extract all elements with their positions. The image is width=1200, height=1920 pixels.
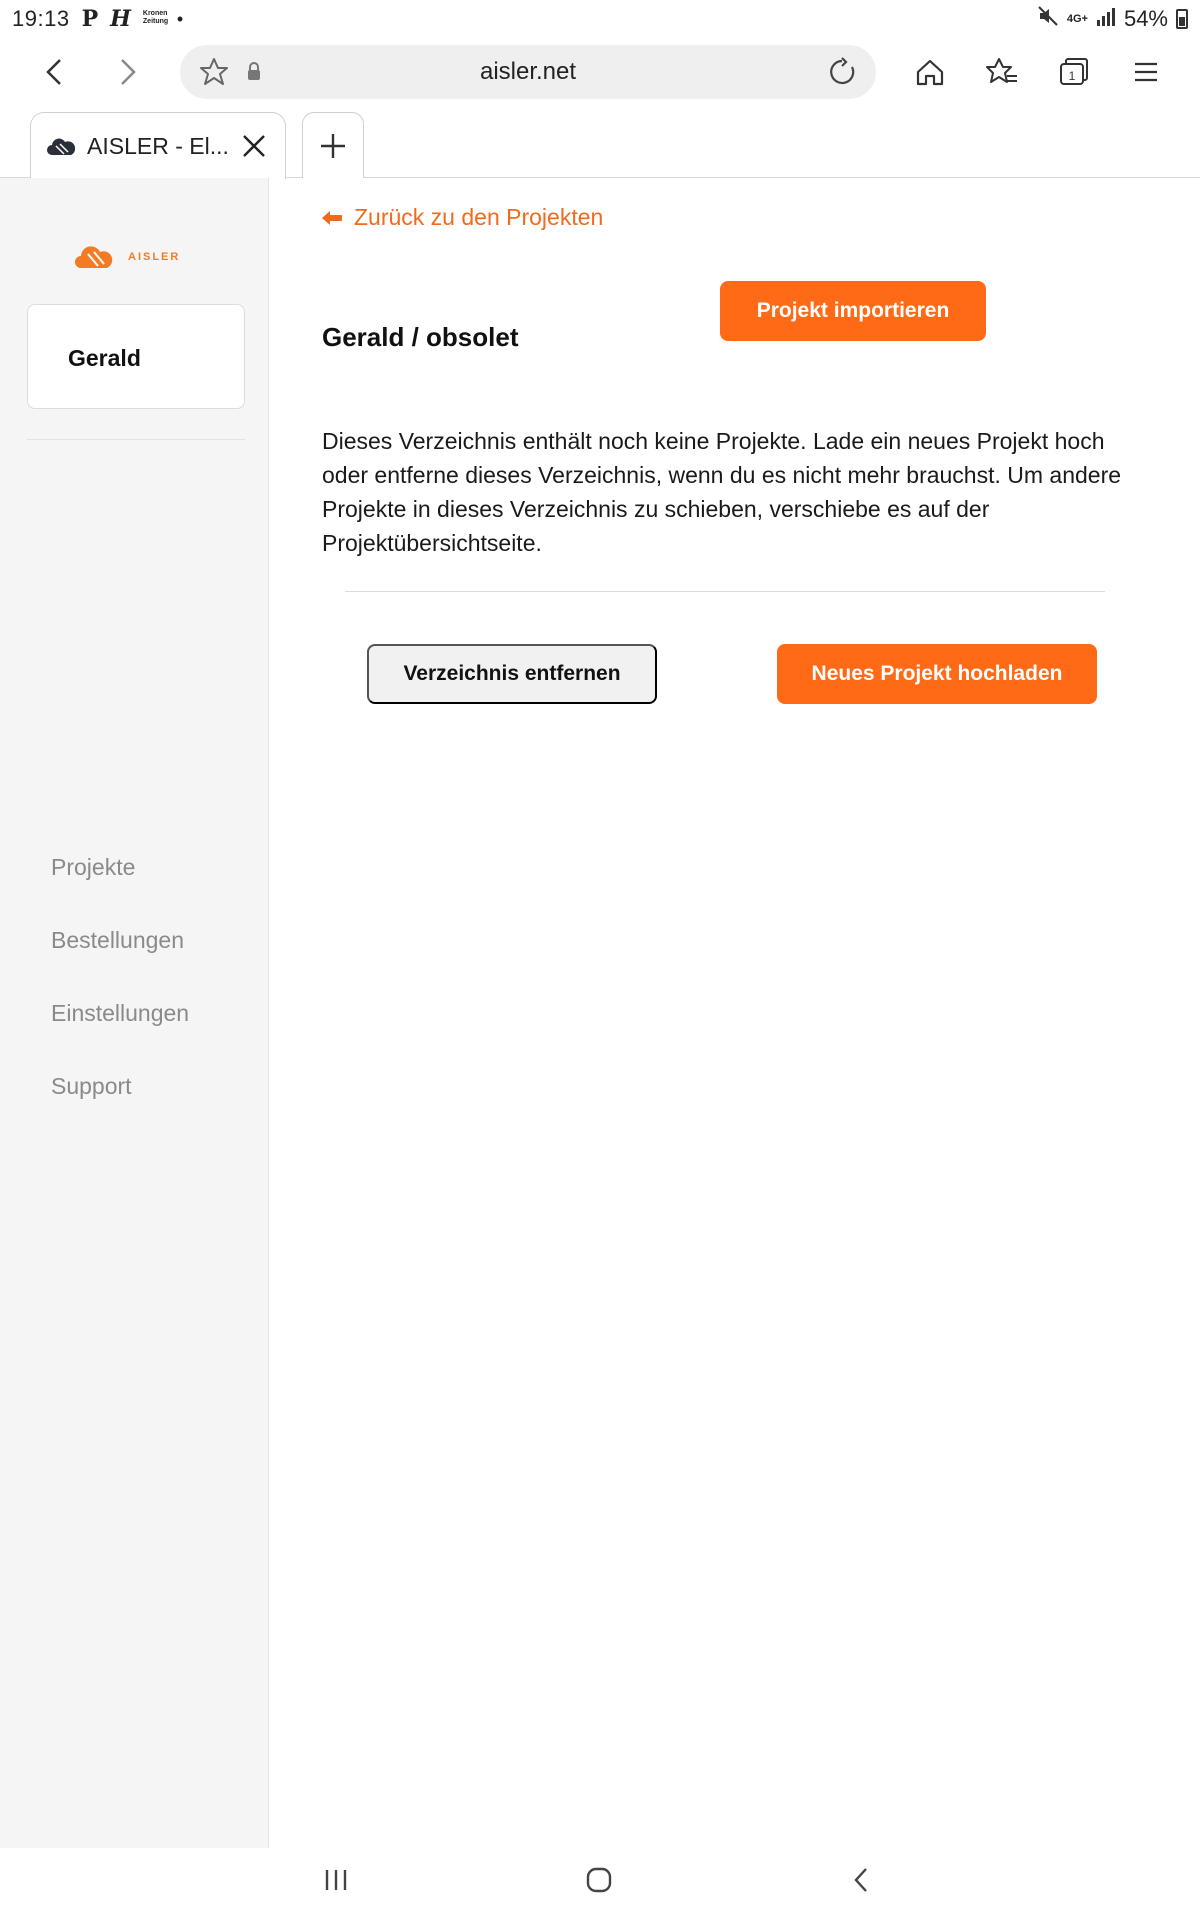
recent-apps-icon[interactable] — [322, 1866, 350, 1899]
tabs-button[interactable] — [1054, 52, 1094, 92]
aisler-cloud-logo-icon — [74, 244, 114, 270]
tab-strip — [0, 108, 1200, 178]
home-button[interactable] — [910, 52, 950, 92]
notification-p-icon: P — [81, 6, 99, 32]
back-nav-icon[interactable] — [850, 1866, 874, 1899]
import-project-button[interactable]: Projekt importieren — [720, 281, 986, 341]
forward-button[interactable] — [108, 52, 148, 92]
home-nav-icon[interactable] — [585, 1866, 613, 1899]
status-bar — [0, 0, 1200, 38]
status-bar-right — [1037, 5, 1188, 33]
lock-icon — [246, 60, 262, 87]
sidebar-nav — [51, 854, 189, 1146]
upload-project-button[interactable]: Neues Projekt hochladen — [777, 644, 1097, 704]
notification-kronen-zeitung-icon: Kronen Zeitung — [142, 10, 169, 25]
notification-dot: • — [176, 8, 184, 29]
menu-button[interactable] — [1126, 52, 1166, 92]
content-divider — [345, 591, 1105, 592]
logo-text: AISLER — [128, 251, 181, 263]
tab-close-icon[interactable] — [239, 131, 269, 166]
empty-folder-message: Dieses Verzeichnis enthält noch keine Projekte. Lade ein neues Projekt hoch oder entferne dieses Verzeichnis, wenn du es nicht mehr brauchst. Um andere Projekte in dieses Verzeichnis zu schieben, verschiebe es auf der Projektübersichtseite. — [322, 428, 1122, 556]
home-icon — [914, 56, 946, 88]
sidebar-divider — [27, 439, 245, 440]
back-to-projects-link[interactable] — [322, 204, 603, 231]
network-type: 4G+ — [1066, 13, 1088, 25]
system-nav-bar — [0, 1848, 1200, 1920]
new-tab-button[interactable] — [302, 112, 364, 178]
chevron-left-icon — [42, 56, 66, 88]
sidebar-item-einstellungen[interactable]: Einstellungen — [51, 1000, 190, 1026]
back-button[interactable] — [34, 52, 74, 92]
sidebar — [0, 178, 269, 1848]
sidebar-item-projekte[interactable]: Projekte — [51, 854, 136, 880]
plus-icon — [318, 131, 348, 161]
battery-icon — [1176, 9, 1188, 29]
status-bar-left — [12, 6, 183, 32]
bookmark-star-icon[interactable] — [198, 56, 230, 93]
chevron-right-icon — [116, 56, 140, 88]
tab-aisler[interactable] — [30, 112, 286, 179]
notification-h-icon: H — [110, 6, 131, 32]
reload-icon[interactable] — [826, 56, 858, 93]
remove-folder-button[interactable]: Verzeichnis entfernen — [367, 644, 657, 704]
mute-icon — [1037, 5, 1059, 33]
bookmarks-star-list-icon — [985, 56, 1019, 88]
back-link-label: Zurück zu den Projekten — [354, 204, 604, 230]
arrow-left-icon — [322, 211, 342, 225]
user-card[interactable] — [27, 304, 245, 409]
user-name: Gerald — [68, 345, 141, 371]
sidebar-item-support[interactable]: Support — [51, 1073, 132, 1099]
tabs-count-icon — [1057, 56, 1091, 88]
aisler-favicon-icon — [47, 137, 75, 162]
clock: 19:13 — [12, 6, 70, 31]
signal-icon — [1096, 6, 1116, 32]
sidebar-item-bestellungen[interactable]: Bestellungen — [51, 927, 184, 953]
main-content — [270, 178, 1200, 1848]
page-title: Gerald / obsolet — [322, 322, 519, 352]
url-text[interactable]: aisler.net — [479, 58, 577, 85]
bookmarks-button[interactable] — [982, 52, 1022, 92]
aisler-logo[interactable] — [74, 244, 180, 270]
web-page — [0, 178, 1200, 1848]
svg-text:1: 1 — [1068, 69, 1076, 83]
battery-level: 54% — [1123, 6, 1168, 31]
hamburger-menu-icon — [1132, 58, 1160, 86]
tab-title: AISLER - El... — [87, 133, 229, 159]
address-bar[interactable] — [180, 45, 876, 99]
